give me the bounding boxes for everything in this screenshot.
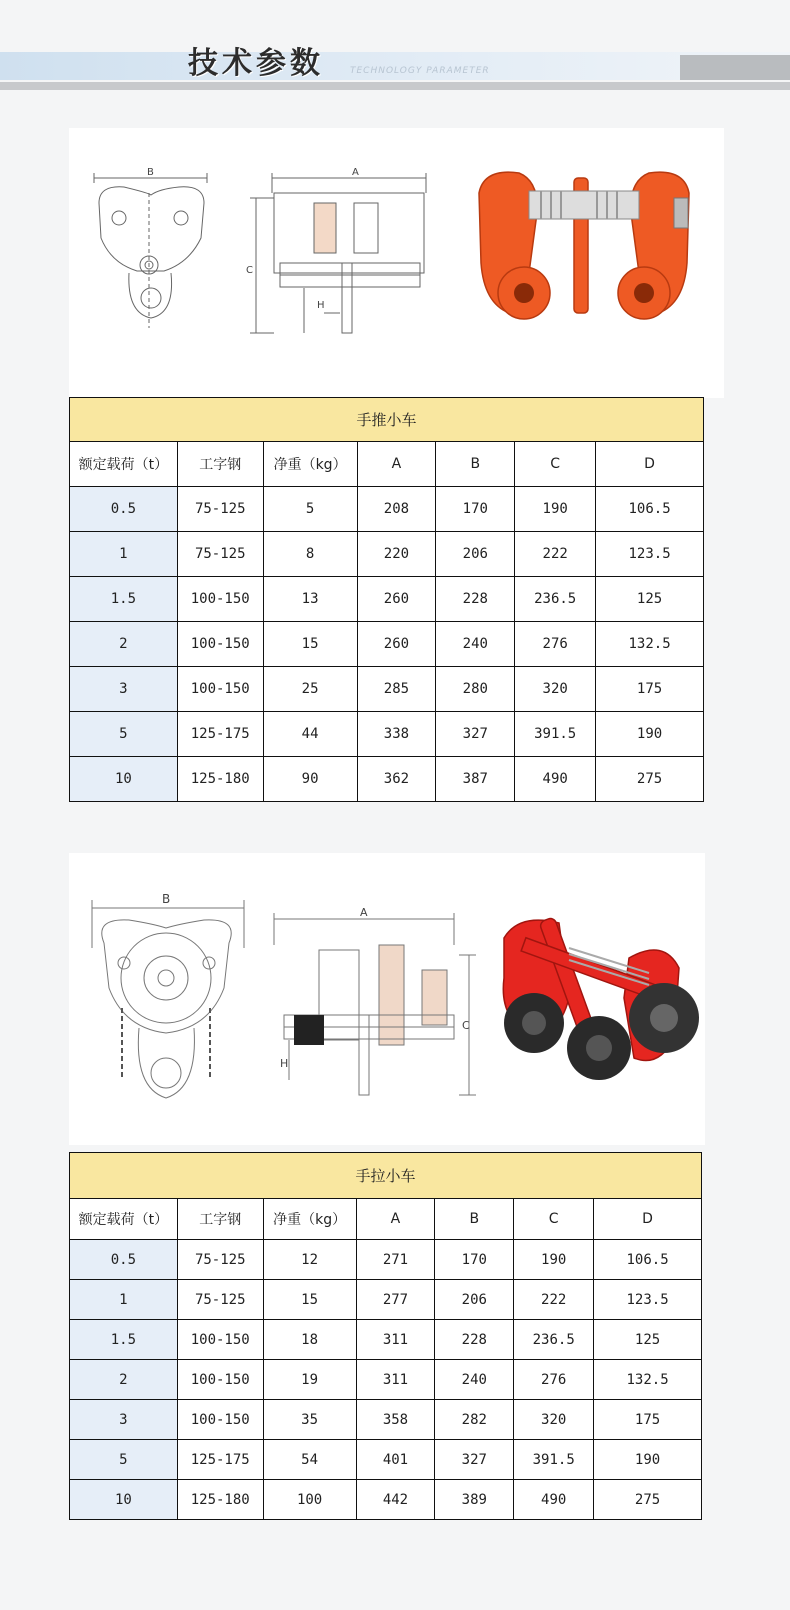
table-cell: 90 (263, 757, 357, 802)
table-cell: 15 (263, 1280, 356, 1320)
table-cell: 391.5 (514, 1440, 594, 1480)
table-cell: 100-150 (177, 1360, 263, 1400)
table-cell: 276 (515, 622, 596, 667)
table-cell: 100-150 (177, 1400, 263, 1440)
table-cell: 442 (356, 1480, 435, 1520)
table-cell: 5 (263, 487, 357, 532)
table-cell: 100-150 (177, 622, 263, 667)
table-row (70, 757, 704, 802)
table-row (70, 1320, 702, 1360)
table-cell: 190 (515, 487, 596, 532)
table-cell: 106.5 (594, 1240, 702, 1280)
table-row (70, 622, 704, 667)
table-cell: 170 (436, 487, 515, 532)
chain-trolley-front-drawing (84, 888, 249, 1118)
table-cell: 75-125 (177, 487, 263, 532)
table-cell: 285 (357, 667, 436, 712)
table-cell: 1 (70, 1280, 178, 1320)
table-cell: 123.5 (596, 532, 704, 577)
table-cell: 19 (263, 1360, 356, 1400)
dim-label-h: H (280, 1057, 289, 1070)
table-cell: 391.5 (515, 712, 596, 757)
table-cell: 106.5 (596, 487, 704, 532)
table-cell: 401 (356, 1440, 435, 1480)
table-cell: 10 (70, 757, 178, 802)
table-cell: 222 (515, 532, 596, 577)
page-subtitle: TECHNOLOGY PARAMETER (350, 66, 490, 76)
table-cell: 35 (263, 1400, 356, 1440)
table-cell: 2 (70, 1360, 178, 1400)
table-cell: 358 (356, 1400, 435, 1440)
table-cell: 100-150 (177, 1320, 263, 1360)
table-cell: 12 (263, 1240, 356, 1280)
column-header-ibeam: 工字钢 (177, 1199, 263, 1240)
table-cell: 8 (263, 532, 357, 577)
table-cell: 15 (263, 622, 357, 667)
push-trolley-side-drawing (244, 163, 434, 338)
table-cell: 175 (596, 667, 704, 712)
table-cell: 3 (70, 1400, 178, 1440)
table-cell: 276 (514, 1360, 594, 1400)
table-cell: 3 (70, 667, 178, 712)
column-header-d: D (596, 442, 704, 487)
table-cell: 2 (70, 622, 178, 667)
table-cell: 282 (435, 1400, 514, 1440)
table-cell: 125 (596, 577, 704, 622)
table-cell: 190 (514, 1240, 594, 1280)
table-cell: 280 (436, 667, 515, 712)
dim-label-c: C (462, 1019, 470, 1032)
table-cell: 362 (357, 757, 436, 802)
table-cell: 228 (435, 1320, 514, 1360)
table-cell: 125 (594, 1320, 702, 1360)
table-cell: 44 (263, 712, 357, 757)
chain-trolley-side-drawing (264, 905, 479, 1105)
dim-label-b: B (162, 892, 171, 906)
banner-strip-accent (680, 55, 790, 80)
table-cell: 100-150 (177, 667, 263, 712)
dim-label-a: A (360, 906, 368, 919)
table-cell: 75-125 (177, 532, 263, 577)
column-header-load: 额定载荷（t） (70, 442, 178, 487)
table-cell: 240 (435, 1360, 514, 1400)
table-cell: 320 (514, 1400, 594, 1440)
column-header-load: 额定载荷（t） (70, 1199, 178, 1240)
dim-label-h: H (317, 300, 325, 311)
column-header-a: A (356, 1199, 435, 1240)
dim-label-c: C (246, 265, 253, 276)
table-row (70, 532, 704, 577)
banner-underline (0, 82, 790, 90)
table-cell: 260 (357, 577, 436, 622)
table-cell: 125-175 (177, 712, 263, 757)
table-cell: 327 (436, 712, 515, 757)
table-cell: 327 (435, 1440, 514, 1480)
push-trolley-front-drawing (89, 163, 219, 333)
table-row (70, 1440, 702, 1480)
push-trolley-spec-table (69, 397, 704, 802)
column-header-c: C (514, 1199, 594, 1240)
push-trolley-photo (469, 163, 699, 353)
table-cell: 311 (356, 1320, 435, 1360)
table-cell: 132.5 (596, 622, 704, 667)
column-header-b: B (435, 1199, 514, 1240)
table-cell: 228 (436, 577, 515, 622)
table-cell: 389 (435, 1480, 514, 1520)
table-caption: 手推小车 (70, 398, 704, 442)
table-row (70, 1480, 702, 1520)
table-cell: 260 (357, 622, 436, 667)
table-cell: 190 (594, 1440, 702, 1480)
table-cell: 25 (263, 667, 357, 712)
dim-label-a: A (352, 167, 359, 178)
table-cell: 123.5 (594, 1280, 702, 1320)
table-cell: 13 (263, 577, 357, 622)
table-cell: 5 (70, 712, 178, 757)
table-cell: 1.5 (70, 1320, 178, 1360)
column-header-weight: 净重（kg） (263, 1199, 356, 1240)
table-cell: 208 (357, 487, 436, 532)
chain-trolley-spec-table (69, 1152, 702, 1520)
table-cell: 54 (263, 1440, 356, 1480)
table-cell: 236.5 (514, 1320, 594, 1360)
column-header-b: B (436, 442, 515, 487)
table-caption: 手拉小车 (70, 1153, 702, 1199)
push-trolley-images (69, 128, 724, 398)
table-cell: 100-150 (177, 577, 263, 622)
table-cell: 490 (515, 757, 596, 802)
table-cell: 338 (357, 712, 436, 757)
chain-trolley-images (69, 853, 705, 1145)
column-header-weight: 净重（kg） (263, 442, 357, 487)
table-row (70, 712, 704, 757)
table-row (70, 577, 704, 622)
table-cell: 220 (357, 532, 436, 577)
table-cell: 490 (514, 1480, 594, 1520)
table-cell: 1.5 (70, 577, 178, 622)
table-cell: 0.5 (70, 487, 178, 532)
table-cell: 5 (70, 1440, 178, 1480)
table-cell: 125-180 (177, 757, 263, 802)
column-header-a: A (357, 442, 436, 487)
table-cell: 206 (435, 1280, 514, 1320)
table-cell: 175 (594, 1400, 702, 1440)
table-cell: 0.5 (70, 1240, 178, 1280)
table-cell: 75-125 (177, 1240, 263, 1280)
table-cell: 1 (70, 532, 178, 577)
table-cell: 125-175 (177, 1440, 263, 1480)
table-cell: 271 (356, 1240, 435, 1280)
chain-trolley-photo (489, 908, 704, 1108)
table-row (70, 487, 704, 532)
section-banner (0, 0, 790, 110)
table-cell: 190 (596, 712, 704, 757)
column-header-d: D (594, 1199, 702, 1240)
page-title: 技术参数 (188, 46, 324, 81)
table-cell: 277 (356, 1280, 435, 1320)
table-cell: 18 (263, 1320, 356, 1360)
table-row (70, 667, 704, 712)
table-cell: 132.5 (594, 1360, 702, 1400)
column-header-ibeam: 工字钢 (177, 442, 263, 487)
dim-label-b: B (147, 167, 154, 178)
table-cell: 387 (436, 757, 515, 802)
table-cell: 236.5 (515, 577, 596, 622)
table-cell: 170 (435, 1240, 514, 1280)
table-cell: 222 (514, 1280, 594, 1320)
table-row (70, 1280, 702, 1320)
table-cell: 206 (436, 532, 515, 577)
table-row (70, 1400, 702, 1440)
table-cell: 275 (594, 1480, 702, 1520)
table-cell: 311 (356, 1360, 435, 1400)
table-row (70, 1360, 702, 1400)
table-cell: 275 (596, 757, 704, 802)
table-cell: 10 (70, 1480, 178, 1520)
table-cell: 125-180 (177, 1480, 263, 1520)
table-cell: 240 (436, 622, 515, 667)
column-header-c: C (515, 442, 596, 487)
table-cell: 320 (515, 667, 596, 712)
table-cell: 100 (263, 1480, 356, 1520)
table-row (70, 1240, 702, 1280)
table-cell: 75-125 (177, 1280, 263, 1320)
